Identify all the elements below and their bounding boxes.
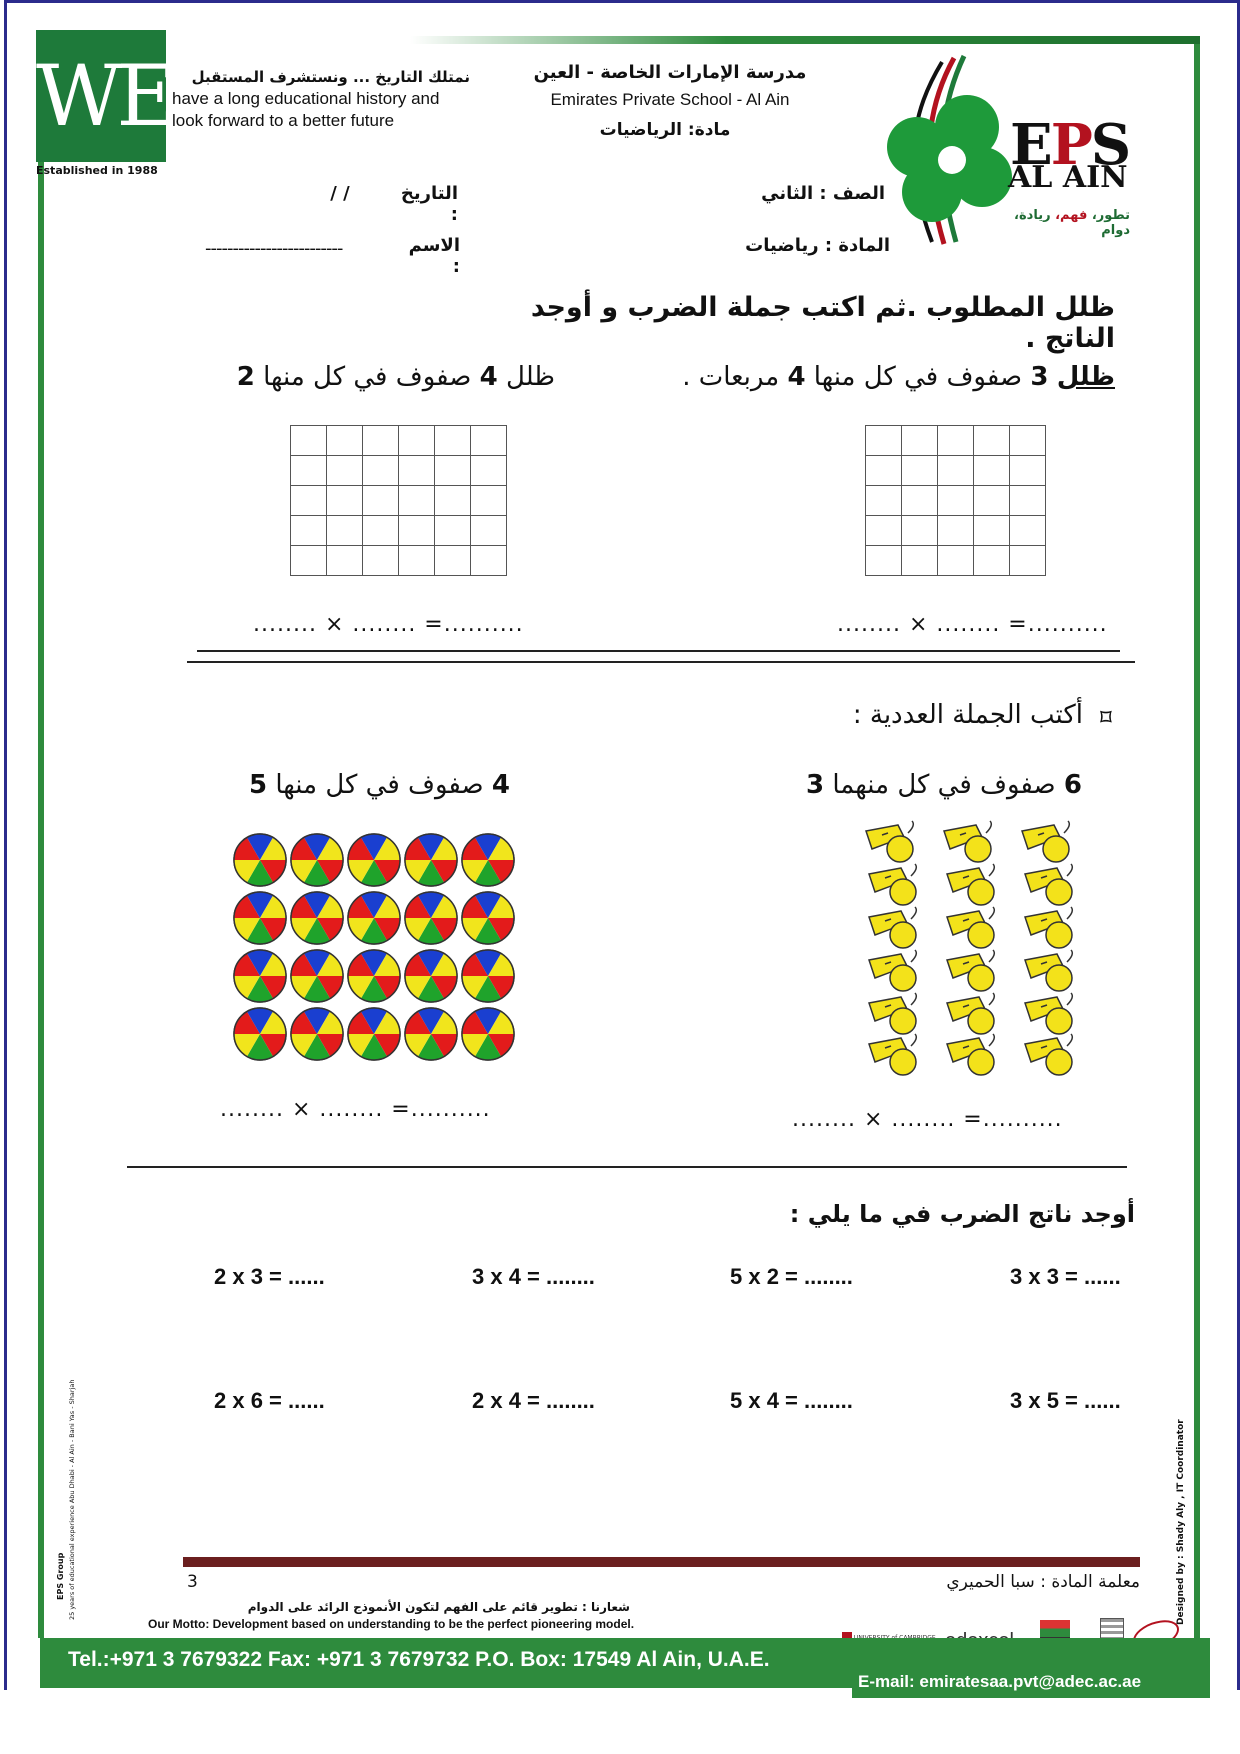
established-text: Established in 1988 bbox=[36, 164, 158, 177]
tagline-english bbox=[172, 88, 482, 132]
eps-slogan-part1: تطور، bbox=[1087, 208, 1130, 223]
section1-instruction: ظلل المطلوب .ثم اكتب جملة الضرب و أوجد الناتج . bbox=[530, 292, 1115, 354]
contact-info: Tel.:+971 3 7679322 Fax: +971 3 7679732 P.O. Box: 17549 Al Ain, U.A.E. bbox=[68, 1648, 770, 1671]
green-border-right bbox=[1194, 38, 1200, 1638]
name-field[interactable]: ------------------------- bbox=[205, 238, 343, 259]
left-task-mid: صفوف في كل منها bbox=[263, 362, 472, 392]
teacher-name: معلمة المادة : سبا الحميري bbox=[946, 1572, 1140, 1592]
eps-logo-s: S bbox=[1090, 112, 1130, 178]
page-frame-top bbox=[4, 0, 1240, 3]
ball-row-3 bbox=[234, 950, 514, 1002]
equation-r1-c4[interactable]: 3 x 3 = ...... bbox=[1010, 1264, 1121, 1289]
eps-slogan bbox=[985, 208, 1130, 238]
equation-r1-c3[interactable]: 5 x 2 = ........ bbox=[730, 1264, 853, 1289]
right-text: صفوف في كل منهما bbox=[832, 770, 1056, 800]
section1-left-answer[interactable]: ........ × ........ =.......... bbox=[253, 612, 524, 637]
whistle-row-1 bbox=[866, 821, 1069, 862]
left-task-verb: ظلل bbox=[506, 362, 555, 392]
equation-r2-c1[interactable]: 2 x 6 = ...... bbox=[214, 1388, 325, 1413]
page-number: 3 bbox=[187, 1572, 198, 1592]
ball-row-2 bbox=[234, 892, 514, 944]
motto-english: Our Motto: Development based on understanding to be the perfect pioneering model. bbox=[148, 1617, 635, 1631]
divider-1a bbox=[197, 650, 1120, 652]
date-label: التاريخ : bbox=[400, 183, 458, 225]
bullet-icon: ⌑ bbox=[1100, 706, 1112, 731]
eps-logo-e: E bbox=[1010, 112, 1051, 178]
left-task-rows: 4 bbox=[479, 362, 498, 392]
section2-left-answer[interactable]: ........ × ........ =.......... bbox=[220, 1097, 491, 1122]
green-border-left bbox=[38, 160, 44, 1638]
equation-r1-c1[interactable]: 2 x 3 = ...... bbox=[214, 1264, 325, 1289]
right-task-mid: صفوف في كل منها bbox=[813, 362, 1023, 392]
divider-2 bbox=[127, 1166, 1127, 1168]
side-text-eps-group bbox=[56, 1553, 65, 1600]
whistle-row-3 bbox=[869, 907, 1072, 948]
right-rows: 6 bbox=[1063, 770, 1082, 800]
equation-r2-c2[interactable]: 2 x 4 = ........ bbox=[472, 1388, 595, 1413]
subject-label: المادة : رياضيات bbox=[745, 235, 890, 256]
tagline-english-line2: look forward to a better future bbox=[172, 111, 395, 130]
side-text-line1: EPS Group bbox=[56, 1552, 65, 1600]
section2-right-task bbox=[760, 770, 1082, 800]
eps-logo-al-ain: AL AIN bbox=[1008, 160, 1128, 195]
side-text-line2: 25 years of educational experience Abu Dhabi - Al Ain - Bani Yas - Sharjah bbox=[68, 1379, 76, 1620]
school-name-english: Emirates Private School - Al Ain bbox=[550, 90, 790, 109]
equation-r2-c3[interactable]: 5 x 4 = ........ bbox=[730, 1388, 853, 1413]
left-text: صفوف في كل منها bbox=[275, 770, 484, 800]
right-task-rows: 3 bbox=[1030, 362, 1049, 392]
motto-arabic: شعارنا : تطوير قائم على الفهم لتكون الأنموذج الرائد على الدوام bbox=[247, 1600, 630, 1614]
eps-slogan-part3: ريادة، دوام bbox=[1014, 208, 1130, 238]
section1-right-task bbox=[680, 362, 1115, 392]
divider-1b bbox=[187, 661, 1135, 663]
left-task-cols: 2 bbox=[236, 362, 255, 392]
right-cols: 3 bbox=[805, 770, 825, 800]
shading-grid-left[interactable] bbox=[290, 425, 507, 576]
tagline-english-line1: have a long educational history and bbox=[172, 89, 440, 108]
section1-left-task bbox=[225, 362, 555, 392]
date-field[interactable]: / / bbox=[330, 183, 350, 204]
left-rows: 4 bbox=[491, 770, 510, 800]
section2-left-task bbox=[215, 770, 510, 800]
equation-r1-c2[interactable]: 3 x 4 = ........ bbox=[472, 1264, 595, 1289]
beach-ball-array bbox=[230, 830, 520, 1070]
subject-title: مادة: الرياضيات bbox=[599, 120, 731, 140]
whistle-row-5 bbox=[869, 993, 1072, 1034]
side-text-designer bbox=[1176, 1419, 1186, 1625]
whistle-row-2 bbox=[869, 864, 1072, 905]
whistle-array bbox=[855, 820, 1095, 1080]
right-task-verb: ظلل bbox=[1056, 362, 1115, 392]
grade-label: الصف : الثاني bbox=[761, 183, 885, 204]
ball-row-4 bbox=[234, 1008, 514, 1060]
green-border-top bbox=[410, 36, 1200, 44]
name-label: الاسم : bbox=[408, 235, 460, 277]
side-text-experience bbox=[68, 1380, 76, 1620]
right-task-cols: 4 bbox=[787, 362, 806, 392]
side-text-designer-line: Designed by : Shady Aly , IT Coordinator bbox=[1176, 1419, 1186, 1625]
eps-slogan-part2: فهم، bbox=[1055, 208, 1088, 223]
left-cols: 5 bbox=[249, 770, 268, 800]
email-link[interactable]: E-mail: emiratesaa.pvt@adec.ac.ae bbox=[858, 1672, 1142, 1691]
we-logo: WE bbox=[36, 30, 166, 162]
section3-instruction: أوجد ناتج الضرب في ما يلي : bbox=[789, 1200, 1135, 1228]
eps-logo-p: P bbox=[1050, 112, 1091, 178]
tagline-arabic: نمتلك التاريخ ... ونستشرف المستقبل bbox=[191, 68, 470, 86]
section1-right-answer[interactable]: ........ × ........ =.......... bbox=[837, 612, 1108, 637]
whistle-row-4 bbox=[869, 950, 1072, 991]
footer-brown-bar bbox=[183, 1557, 1140, 1567]
section2-right-answer[interactable]: ........ × ........ =.......... bbox=[792, 1107, 1063, 1132]
page-frame-left bbox=[4, 0, 7, 1690]
right-task-end: مربعات . bbox=[682, 362, 780, 392]
whistle-row-6 bbox=[869, 1034, 1072, 1075]
equation-r2-c4[interactable]: 3 x 5 = ...... bbox=[1010, 1388, 1121, 1413]
section2-instruction: أكتب الجملة العددية : bbox=[852, 700, 1083, 730]
school-name-arabic: مدرسة الإمارات الخاصة - العين bbox=[533, 62, 807, 83]
shading-grid-right[interactable] bbox=[865, 425, 1046, 576]
ball-row-1 bbox=[234, 834, 514, 886]
